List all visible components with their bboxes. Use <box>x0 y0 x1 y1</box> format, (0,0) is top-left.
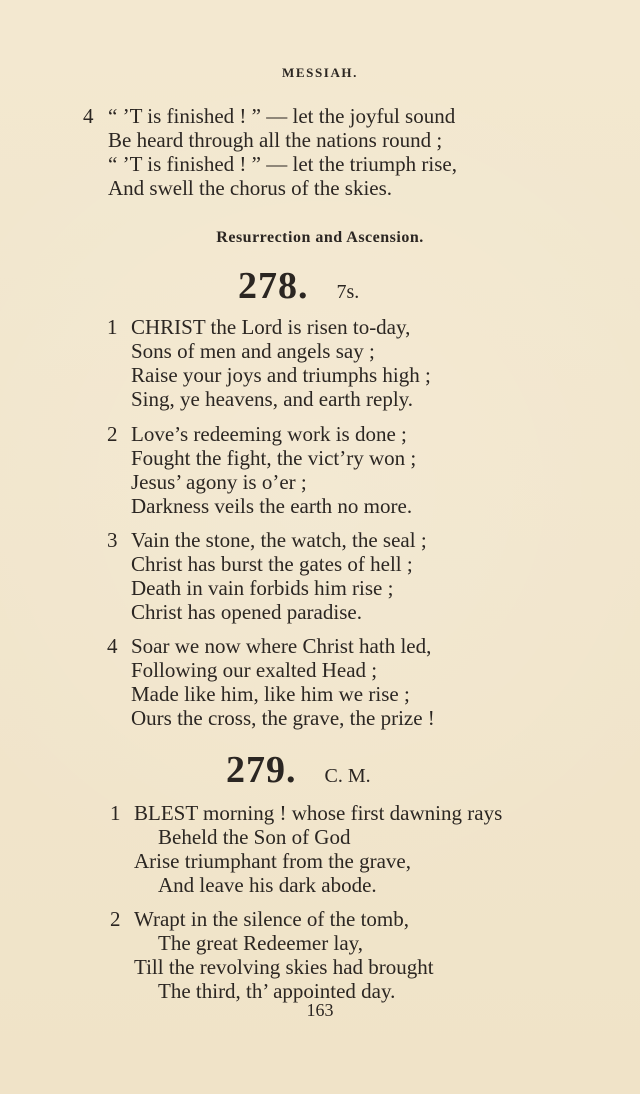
hymn-header <box>226 748 371 792</box>
stanza-line: Soar we now where Christ hath led, <box>131 634 432 658</box>
stanza-number: 1 <box>107 315 118 339</box>
stanza-line: Arise triumphant from the grave, <box>134 849 411 873</box>
stanza-line: “ ’T is finished ! ” — let the triumph rise, <box>108 152 457 176</box>
stanza-number: 3 <box>107 528 118 552</box>
stanza-line: Christ has burst the gates of hell ; <box>131 552 413 576</box>
stanza-line: Made like him, like him we rise ; <box>131 682 410 706</box>
stanza-line: Death in vain forbids him rise ; <box>131 576 394 600</box>
stanza-line: The great Redeemer lay, <box>158 931 364 955</box>
stanza-line: Ours the cross, the grave, the prize ! <box>131 706 435 730</box>
section-title: Resurrection and Ascension. <box>216 229 424 246</box>
stanza-line: Be heard through all the nations round ; <box>108 128 443 152</box>
hymn-number: 278. <box>238 265 309 307</box>
page-number: 163 <box>306 1000 334 1020</box>
stanza-line: Sons of men and angels say ; <box>131 339 375 363</box>
stanza-line: BLEST morning ! whose first dawning rays <box>134 801 503 825</box>
stanza-line: Sing, ye heavens, and earth reply. <box>131 387 414 411</box>
stanza-line: Vain the stone, the watch, the seal ; <box>131 528 427 552</box>
stanza-line: “ ’T is finished ! ” — let the joyful sound <box>108 104 456 128</box>
stanza-line: And leave his dark abode. <box>158 873 377 897</box>
stanza-number: 2 <box>107 422 118 446</box>
stanza-line: Love’s redeeming work is done ; <box>131 422 407 446</box>
stanza-line: Till the revolving skies had brought <box>134 955 434 979</box>
stanza-line: And swell the chorus of the skies. <box>108 176 393 200</box>
hymn-meter: 7s. <box>336 281 360 303</box>
stanza-number: 1 <box>110 801 121 825</box>
stanza-number: 4 <box>83 104 94 128</box>
stanza-line: Darkness veils the earth no more. <box>131 494 413 518</box>
stanza-number: 2 <box>110 907 121 931</box>
stanza-line: Beheld the Son of God <box>158 825 351 849</box>
stanza-line: The third, th’ appointed day. <box>158 979 396 1003</box>
stanza-number: 4 <box>107 634 118 658</box>
stanza-line: Following our exalted Head ; <box>131 658 378 682</box>
hymn-number: 279. <box>226 749 297 791</box>
stanza-line: Raise your joys and triumphs high ; <box>131 363 431 387</box>
stanza-line: CHRIST the Lord is risen to-day, <box>131 315 411 339</box>
running-head: MESSIAH. <box>281 65 358 80</box>
stanza-line: Jesus’ agony is o’er ; <box>131 470 307 494</box>
stanza-line: Fought the fight, the vict’ry won ; <box>131 446 417 470</box>
stanza-line: Wrapt in the silence of the tomb, <box>134 907 409 931</box>
hymn-meter: C. M. <box>324 765 371 787</box>
hymn-header <box>238 264 359 308</box>
stanza-line: Christ has opened paradise. <box>131 600 362 624</box>
